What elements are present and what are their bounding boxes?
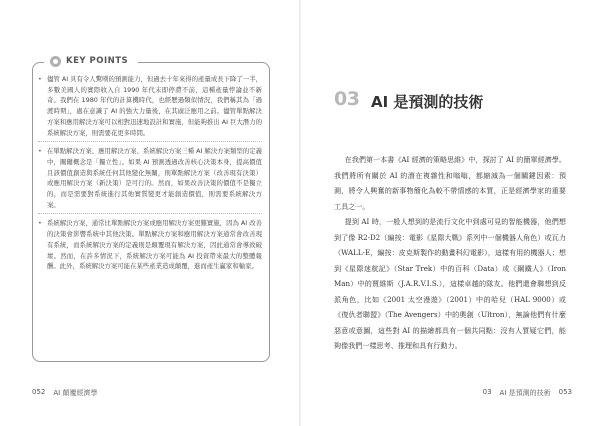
right-footer-chapter: 03 [482,388,492,396]
key-point-item: • 儘管 AI 具有令人驚嘆的預測能力，但過去十年來得的產量成長下降了一半，多數美國人的實際收入自 1990 年代末即停滯不前，這種產量悖論並不新奇。我們在 1980 年代的計算機時代，也經歷過類似情況，我們稱其為「過渡時期」，處在意識了 AI 的強大力量後，在其廣泛應用之前。儘管單點解決方案和應用解決方案可以相對迅速地設計和實施，但能夠推出 AI 巨大潛力的系統解決方案，則需要花更多時間。 [38,74,262,142]
page-gutter [299,0,301,426]
key-points-icon [50,56,61,67]
key-points-header [44,53,138,69]
body-paragraph: 提到 AI 時，一般人想到的是流行文化中到處可見的智能機器，他們想到了像 R2-D2（編按：電影《星際大戰》系列中一個機器人角色）或瓦力（WALL-E，編按：皮克斯製作的動畫科幻電影），這樣有用的機器人；想到《星際迷航記》（Star Trek）中的百科（Data）或《鋼鐵人》（Iron Man）中的賈維斯（J.A.R.V.I.S.），這樣卓越的隊友。他們還會聯想到反派角色，比如《2001 太空漫遊》（2001）中的哈兒（HAL 9000）或《復仇者聯盟》（The Avengers）中的奧創（Ultron），無論他們有什麼惡意或意圖，這些對 AI 的描繪都具有一個共同點：沒有人質疑它們，能夠像我們一樣思考、推理和具有行動力。 [334,217,566,350]
right-page-number: 053 [558,388,572,396]
right-page-footer [483,388,572,398]
left-page-number: 052 [32,388,46,396]
chapter-title: AI 是預測的技術 [371,93,484,111]
right-running-title: AI 是預測的技術 [499,389,551,397]
key-point-item: • 系統解決方案，通常比單點解決方案或應用解決方案更難實施，因為 AI 改善的決策會影響系統中其他決策。單點解決方案和應用解決方案通常會改善現有系統，而系統解決方案的定義則是顛覆現有解決方案，因此通常會導致破壞。然而，在許多情況下，系統解決方案可能為 AI 投資帶來最大的整體報酬。此外，系統解決方案可能在某些產業造成顛覆，進而產生贏家和輸家。 [38,218,262,275]
left-page-footer [32,388,97,398]
body-paragraph: 在我們第一本書《AI 經濟的策略思維》中，探討了 AI 的簡單經濟學。我們將所有關於 AI 的潛在複雜性和嗡嗡，都縮減為一個關鍵因素：預測，將令人興奮的新事物簡化為較不帶情感的本質，正是經濟學家的重要工具之一。 [334,155,566,211]
chapter-number: 03 [334,88,360,110]
chapter-body [334,152,566,354]
key-points-title: KEY POINTS [66,56,129,66]
key-points-list [38,74,262,279]
key-point-item: • 在單點解決方案、應用解決方案、系統解決方案三種 AI 解決方案類型的定義中，關鍵概念是「獨立性」。如果 AI 預測透過改善核心決策本身，提高價值且該價值創造與系統任何其他變化無關，則單點解決方案（改善現有決策）或應用解決方案（新決策）是可行的。然而，如果改善決策的價值不是獨立的，而是需要對系統進行其他實質變更才能創造價值，則需要系統解決方案。 [38,146,262,214]
left-running-title: AI 顛覆經濟學 [53,389,98,397]
